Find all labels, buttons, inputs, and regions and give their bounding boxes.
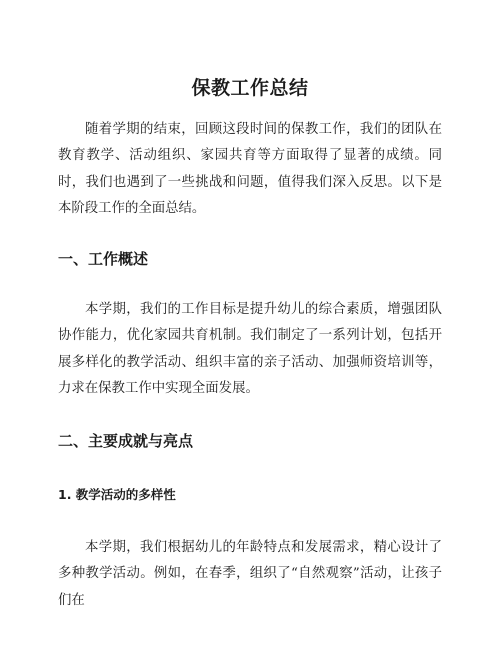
overview-paragraph: 本学期，我们的工作目标是提升幼儿的综合素质，增强团队协作能力，优化家园共育机制。我们制定了一系列计划，包括开展多样化的教学活动、组织丰富的亲子活动、加强师资培训等，力求在保教工作中实现全面发展。 bbox=[58, 302, 442, 397]
subsection-heading-teaching-diversity: 1. 教学活动的多样性 bbox=[58, 487, 176, 502]
section-heading-overview: 一、工作概述 bbox=[58, 250, 149, 268]
intro-paragraph: 随着学期的结束，回顾这段时间的保教工作，我们的团队在教育教学、活动组织、家园共育等方面取得了显著的成绩。同时，我们也遇到了一些挑战和问题，值得我们深入反思。以下是本阶段工作的全面总结。 bbox=[58, 122, 442, 217]
section-heading-achievements: 二、主要成就与亮点 bbox=[58, 432, 194, 450]
document-title: 保教工作总结 bbox=[191, 76, 309, 99]
teaching-diversity-paragraph: 本学期，我们根据幼儿的年龄特点和发展需求，精心设计了多种教学活动。例如，在春季，组织了“自然观察”活动，让孩子们在 bbox=[58, 540, 442, 608]
